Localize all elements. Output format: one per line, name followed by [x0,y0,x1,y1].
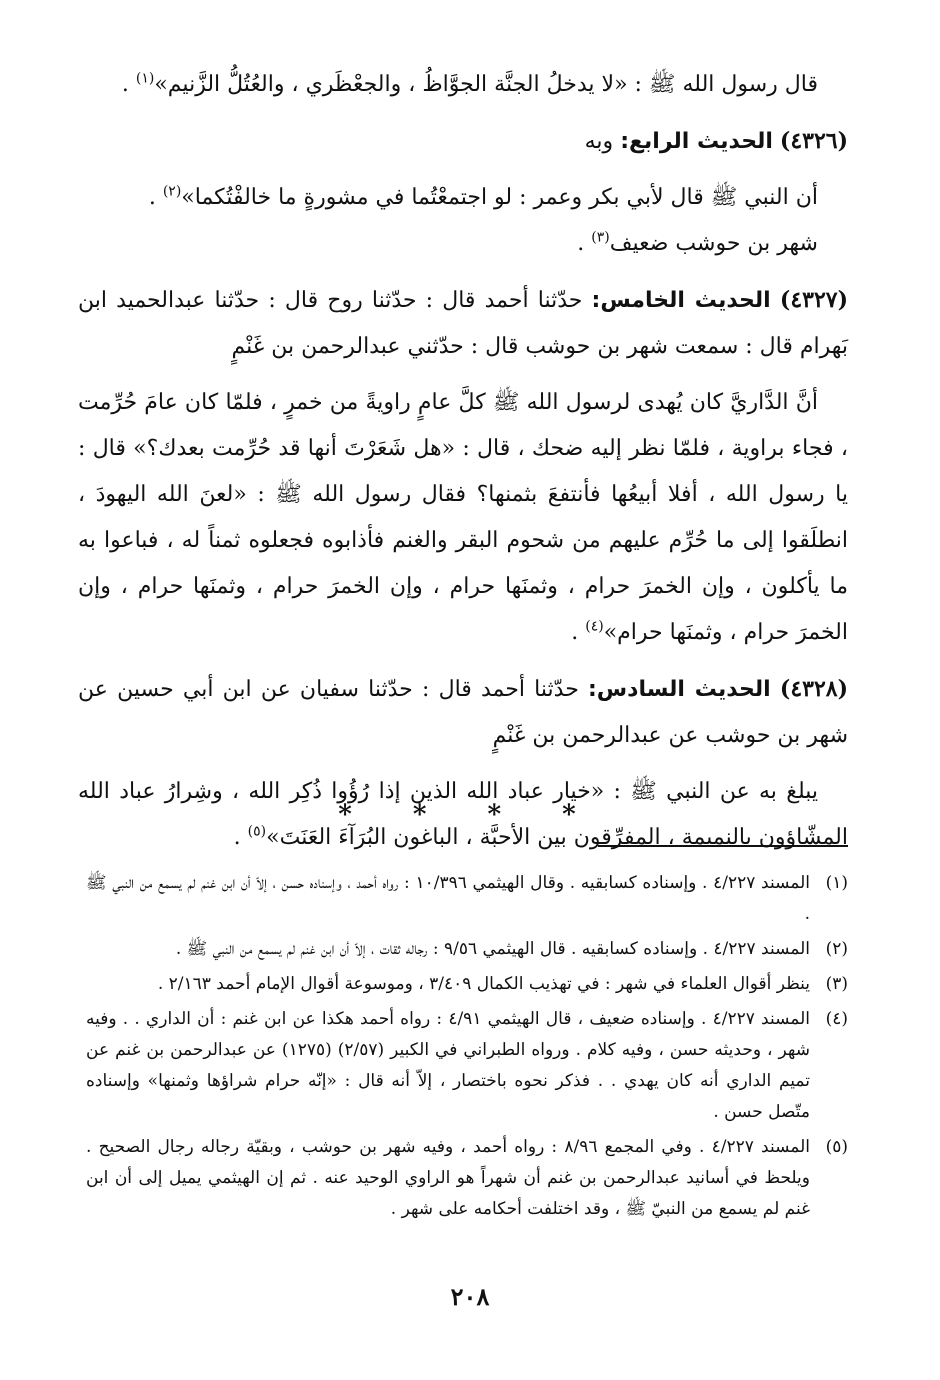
hadith-title: الحديث السادس: [588,677,771,702]
footnote-5 [86,1132,848,1225]
hadith-4327-heading [78,277,848,370]
footnote-text: المسند ٤/٢٢٧ . وإسناده كسابقيه . وقال الهيثمي ١٠/٣٩٦ : رواه أحمد ، وإسناده حسن ، إلاّ أن ابن غنم لم يسمع من النبي ﷺ . [86,873,811,924]
footnote-text: المسند ٤/٢٢٧ . وإسناده ضعيف ، قال الهيثمي ٤/٩١ : رواه أحمد هكذا عن ابن غنم : أن الداري . . وفيه شهر ، وحديثه حسن ، وفيه كلام . ورواه الطبراني في الكبير (٢/٥٧) (١٢٧٥) عن عبدالرحمن بن غنم عن تميم الداري أنه كان يهدي . . فذكر نحوه باختصار ، إلاّ أنه قال : «إنّه حرام شراؤها وثمنها» وإسناده متّصل حسن . [86,1009,811,1122]
paragraph-4 [78,380,848,656]
paragraph-3-text: شهر بن حوشب ضعيف [609,231,818,256]
footnote-3 [86,969,848,1000]
footnote-ref-4: (٤) [585,618,604,635]
paragraph-2-text: أن النبي ﷺ قال لأبي بكر وعمر : لو اجتمعْتُما في مشورةٍ ما خالفْتُكما» [181,185,818,210]
footnote-text: ينظر أقوال العلماء في شهر : في تهذيب الكمال ٣/٤٠٩ ، وموسوعة أقوال الإمام أحمد ٢/١٦٣ . [157,974,810,994]
footnote-number: (٢) [825,939,848,959]
footnote-ref-1: (١) [135,70,155,87]
footnote-number: (٥) [825,1137,848,1157]
footnote-ref-2: (٢) [162,183,182,200]
footnote-4 [86,1004,848,1128]
footnote-number: (١) [825,873,848,893]
hadith-title: الحديث الخامس: [591,288,771,313]
paragraph-1 [78,62,848,108]
hadith-number: (٤٣٢٦) [779,128,848,154]
paragraph-4-text: أنَّ الدَّاريَّ كان يُهدى لرسول الله ﷺ كلَّ عامٍ راويةً من خمرٍ ، فلمّا كان عامَ حُرِّمت ، فجاء براوية ، فلمّا نظر إليه ضحك ، قال : «هل شَعَرْتَ أنها قد حُرِّمت بعدك؟» قال : يا رسول الله ، أفلا أبيعُها فأنتفعَ بثمنها؟ فقال رسول الله ﷺ : «لعنَ الله اليهودَ ، انطلَقوا إلى ما حُرِّم عليهم من شحوم البقر والغنم فأذابوه فجعلوه ثمناً له ، فباعوا به ما يأكلون ، وإن الخمرَ حرام ، وثمنَها حرام ، وإن الخمرَ حرام ، وثمنَها حرام ، وإن الخمرَ حرام ، وثمنَها حرام» [78,390,849,645]
period: . [571,620,586,645]
hadith-chain: حدّثنا أحمد قال : حدّثنا سفيان عن ابن أبي حسين عن شهر بن حوشب عن عبدالرحمن بن غَنْمٍ [78,677,848,748]
hadith-number: (٤٣٢٨) [779,676,848,702]
footnote-ref-5: (٥) [247,823,267,840]
paragraph-5-text: يبلغ به عن النبي ﷺ : «خيار عباد الله الذين إذا رُؤُوا ذُكِر الله ، وشِرارُ عباد الله المشّاؤون بالنميمة ، المفرِّقون بين الأحبَّة ، الباغون البُرَآءَ العَنَتَ» [78,779,848,850]
period: . [148,185,163,210]
footnote-number: (٤) [825,1009,848,1029]
page-number: ٢٠٨ [450,1282,490,1311]
period: . [233,825,248,850]
footnote-number: (٣) [825,974,848,994]
footnotes [86,868,848,1229]
footnote-ref-3: (٣) [591,229,610,246]
hadith-chain: وبه [584,129,614,154]
period: . [577,231,592,256]
hadith-4326-heading [78,118,848,165]
footnote-text: المسند ٤/٢٢٧ . وفي المجمع ٨/٩٦ : رواه أحمد ، وفيه شهر بن حوشب ، وبقيّة رجاله رجال الصحيح . ويلحظ في أسانيد عبدالرحمن بن غنم أن شهراً هو الراوي الوحيد عنه . ثم إن الهيثمي يميل إلى أن ابن غنم لم يسمع من النبيّ ﷺ ، وقد اختلفت أحكامه على شهر . [86,1137,811,1219]
section-separator: * * * * [338,800,602,830]
footnote-divider [598,845,848,847]
footnote-2 [86,934,848,965]
hadith-title: الحديث الرابع: [620,129,773,154]
hadith-4328-heading [78,666,848,759]
hadith-number: (٤٣٢٧) [779,287,848,313]
paragraph-3 [78,221,848,267]
footnote-1 [86,868,848,930]
footnote-text: المسند ٤/٢٢٧ . وإسناده كسابقيه . قال الهيثمي ٩/٥٦ : رجاله ثقات ، إلاّ أن ابن غنم لم يسمع من النبي ﷺ . [175,939,810,959]
paragraph-2 [78,175,848,221]
main-text [78,62,848,871]
paragraph-1-text: قال رسول الله ﷺ : «لا يدخلُ الجنَّة الجوَّاظُ ، والجعْظَري ، والعُتُلُّ الزَّنيم» [154,72,818,97]
period: . [121,72,136,97]
hadith-chain: حدّثنا أحمد قال : حدّثنا روح قال : حدّثنا عبدالحميد ابن بَهرام قال : سمعت شهر بن حوشب قال : حدّثني عبدالرحمن بن غَنْمٍ [78,288,848,359]
